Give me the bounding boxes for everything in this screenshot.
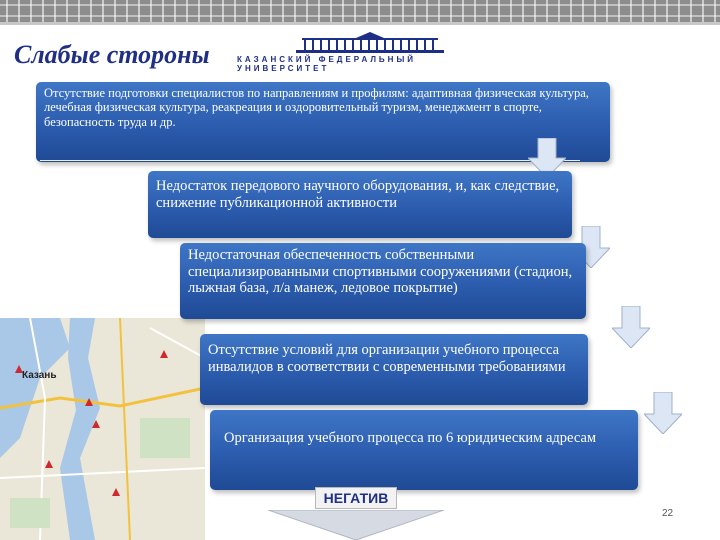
weakness-box-5: Организация учебного процесса по 6 юридическим адресам bbox=[210, 410, 638, 490]
divider-line bbox=[40, 160, 580, 161]
negative-label: НЕГАТИВ bbox=[315, 487, 397, 509]
result-arrow-icon bbox=[268, 510, 444, 540]
map-graphic bbox=[0, 318, 205, 540]
down-arrow-icon bbox=[612, 306, 650, 348]
down-arrow-icon bbox=[644, 392, 682, 434]
decorative-border bbox=[0, 0, 720, 22]
weakness-box-1: Отсутствие подготовки специалистов по направлениям и профилям: адаптивная физическая культура, лечебная физическая культура, реакреация и оздоровительный туризм, менеджмент в спорте, безопасность труда и др. bbox=[36, 82, 610, 162]
city-map bbox=[0, 318, 205, 540]
border-line bbox=[0, 22, 720, 25]
university-building-icon bbox=[296, 32, 444, 54]
weakness-box-2: Недостаток передового научного оборудования, и, как следствие, снижение публикационной активности bbox=[148, 171, 572, 238]
slide-title: Слабые стороны bbox=[14, 40, 210, 69]
page-number: 22 bbox=[662, 508, 674, 519]
university-name: КАЗАНСКИЙ ФЕДЕРАЛЬНЫЙ УНИВЕРСИТЕТ bbox=[237, 55, 417, 73]
weakness-box-4: Отсутствие условий для организации учебного процесса инвалидов в соответствии с современными требованиями bbox=[200, 334, 588, 405]
map-city-label: Казань bbox=[22, 370, 57, 381]
weakness-box-3: Недостаточная обеспеченность собственными специализированными спортивными сооружениями (стадион, лыжная база, л/а манеж, ледовое покрытие) bbox=[180, 243, 586, 319]
